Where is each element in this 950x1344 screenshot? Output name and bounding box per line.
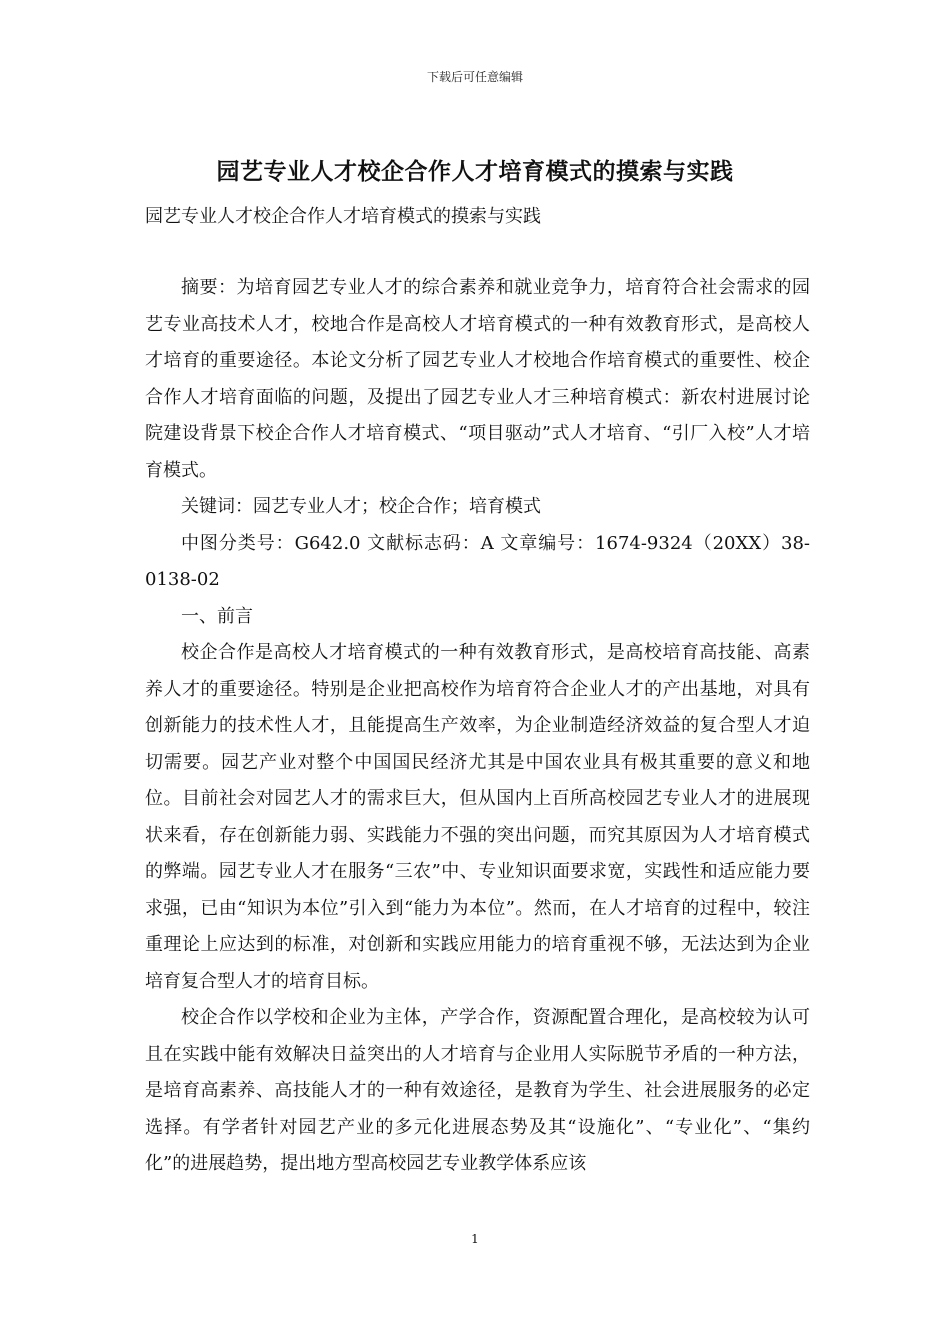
classification-paragraph: 中图分类号：G642.0 文献标志码：A 文章编号：1674-9324（20XX）38-0138-02 bbox=[145, 532, 810, 590]
abstract-paragraph: 摘要：为培育园艺专业人才的综合素养和就业竞争力，培育符合社会需求的园艺专业高技术人才，校地合作是高校人才培育模式的一种有效教育形式，是高校人才培育的重要途径。本论文分析了园艺专业人才校地合作培育模式的重要性、校企合作人才培育面临的问题，及提出了园艺专业人才三种培育模式：新农村进展讨论院建设背景下校企合作人才培育模式、“项目驱动”式人才培育、“引厂入校”人才培育模式。 bbox=[145, 277, 810, 481]
document-title: 园艺专业人才校企合作人才培育模式的摸索与实践 bbox=[216, 158, 734, 185]
body-paragraph: 校企合作是高校人才培育模式的一种有效教育形式，是高校培育高技能、高素养人才的重要途径。特别是企业把高校作为培育符合企业人才的产出基地，对具有创新能力的技术性人才，且能提高生产效率，为企业制造经济效益的复合型人才迫切需要。园艺产业对整个中国国民经济尤其是中国农业具有极其重要的意义和地位。目前社会对园艺人才的需求巨大，但从国内上百所高校园艺专业人才的进展现状来看，存在创新能力弱、实践能力不强的突出问题，而究其原因为人才培育模式的弊端。园艺专业人才在服务“三农”中、专业知识面要求宽，实践性和适应能力要求强，已由“知识为本位”引入到“能力为本位”。然而，在人才培育的过程中，较注重理论上应达到的标准，对创新和实践应用能力的培育重视不够，无法达到为企业培育复合型人才的培育目标。 bbox=[145, 642, 810, 992]
document-body bbox=[145, 270, 810, 1183]
section-heading-intro: 一、前言 bbox=[181, 605, 253, 627]
page-number: 1 bbox=[471, 1232, 479, 1246]
header-note: 下载后可任意编辑 bbox=[426, 70, 523, 84]
body-paragraph: 校企合作以学校和企业为主体，产学合作，资源配置合理化，是高校较为认可且在实践中能有效解决日益突出的人才培育与企业用人实际脱节矛盾的一种方法，是培育高素养、高技能人才的一种有效途径，是教育为学生、社会进展服务的必定选择。有学者针对园艺产业的多元化进展态势及其“设施化”、“专业化”、“集约化”的进展趋势，提出地方型高校园艺专业教学体系应该 bbox=[145, 1007, 810, 1174]
keywords-paragraph: 关键词：园艺专业人才；校企合作；培育模式 bbox=[181, 496, 541, 517]
document-subtitle: 园艺专业人才校企合作人才培育模式的摸索与实践 bbox=[145, 206, 541, 227]
